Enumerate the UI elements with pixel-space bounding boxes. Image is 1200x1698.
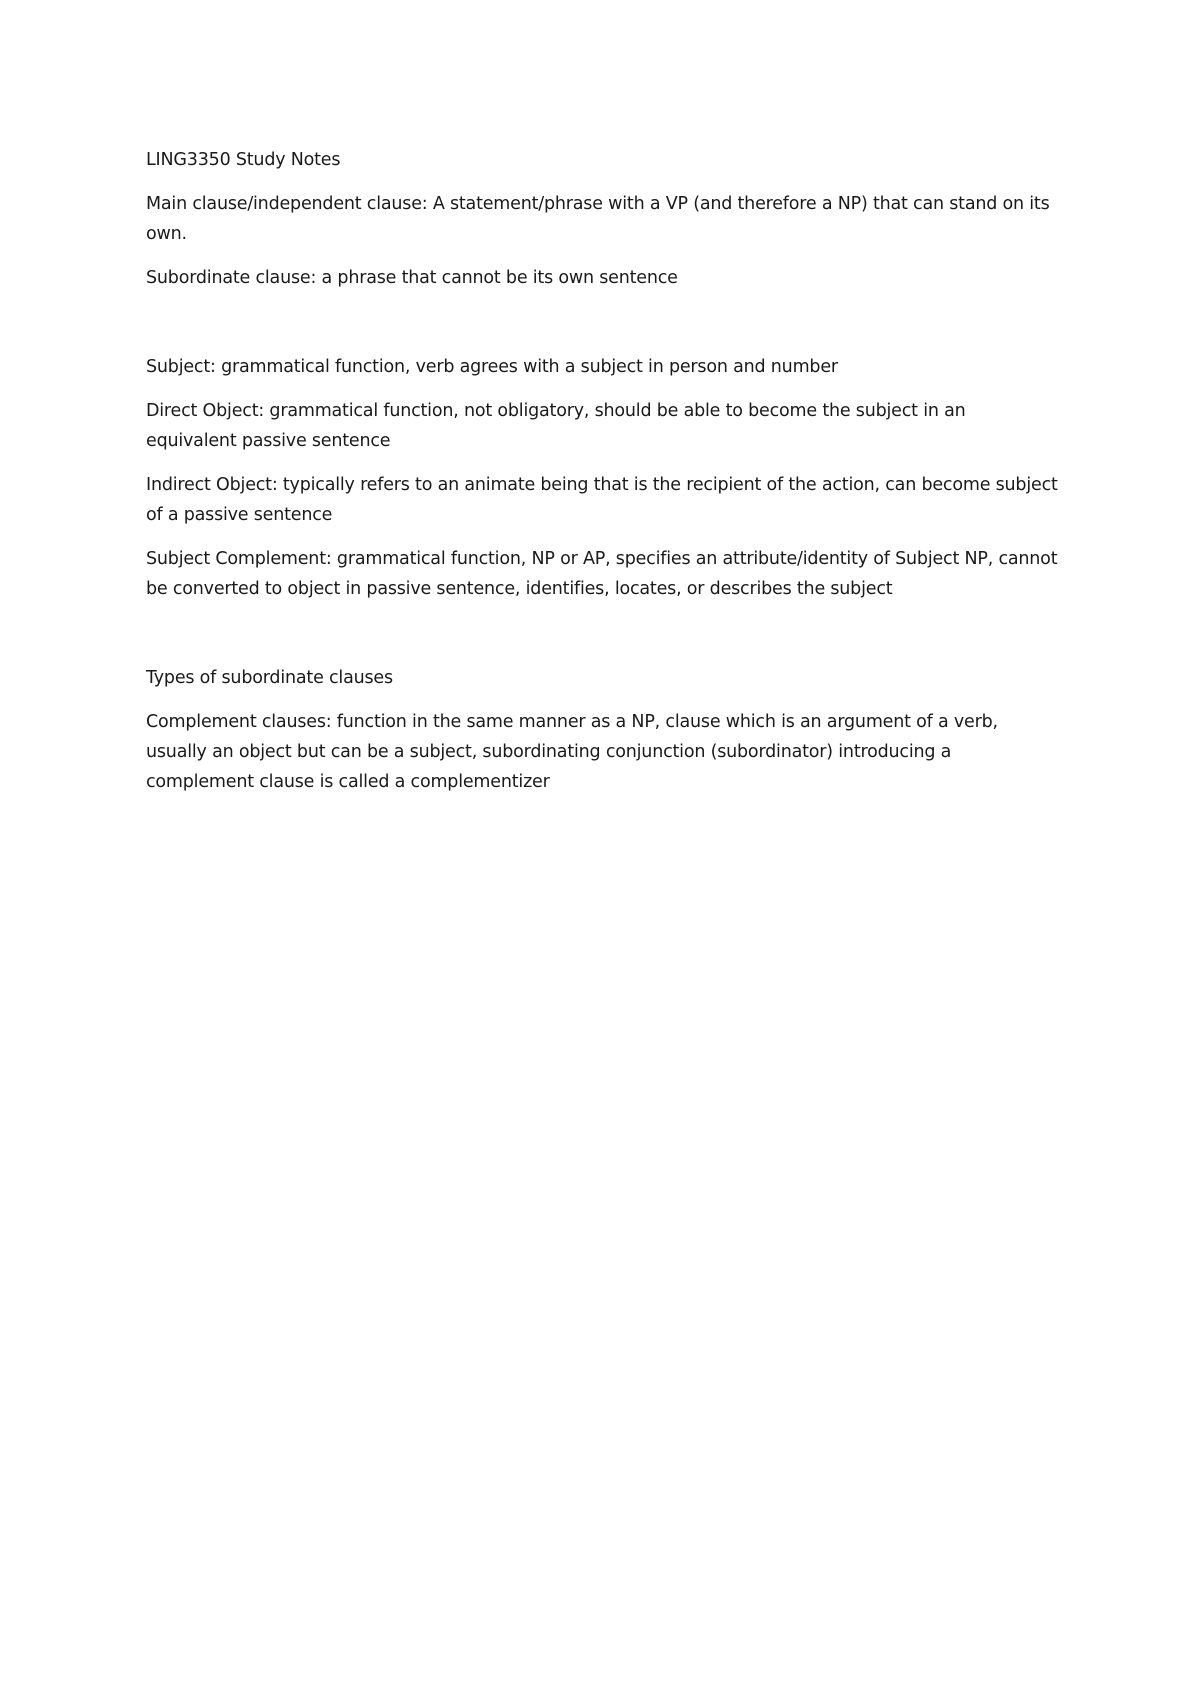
paragraph-direct-object: Direct Object: grammatical function, not obligatory, should be able to become the subject in an equivalent passive sentence [146,401,966,451]
blank-line [146,618,1058,663]
paragraph-main-clause: Main clause/independent clause: A statement/phrase with a VP (and therefore a NP) that can stand on its own. [146,194,1050,244]
paragraph-subject: Subject: grammatical function, verb agrees with a subject in person and number [146,357,838,377]
paragraph-complement-clauses: Complement clauses: function in the same manner as a NP, clause which is an argument of a verb, usually an object but can be a subject, subordinating conjunction (subordinator) introducing a complement clause is called a complementizer [146,712,998,792]
document-body [146,145,1058,811]
paragraph-subordinate-clause: Subordinate clause: a phrase that cannot be its own sentence [146,268,678,288]
paragraph-indirect-object: Indirect Object: typically refers to an animate being that is the recipient of the action, can become subject of a passive sentence [146,475,1058,525]
document-title: LING3350 Study Notes [146,150,341,170]
paragraph-types-heading: Types of subordinate clauses [146,668,393,688]
paragraph-subject-complement: Subject Complement: grammatical function, NP or AP, specifies an attribute/identity of Subject NP, cannot be converted to object in passive sentence, identifies, locates, or describes the subject [146,549,1058,599]
blank-line [146,307,1058,352]
